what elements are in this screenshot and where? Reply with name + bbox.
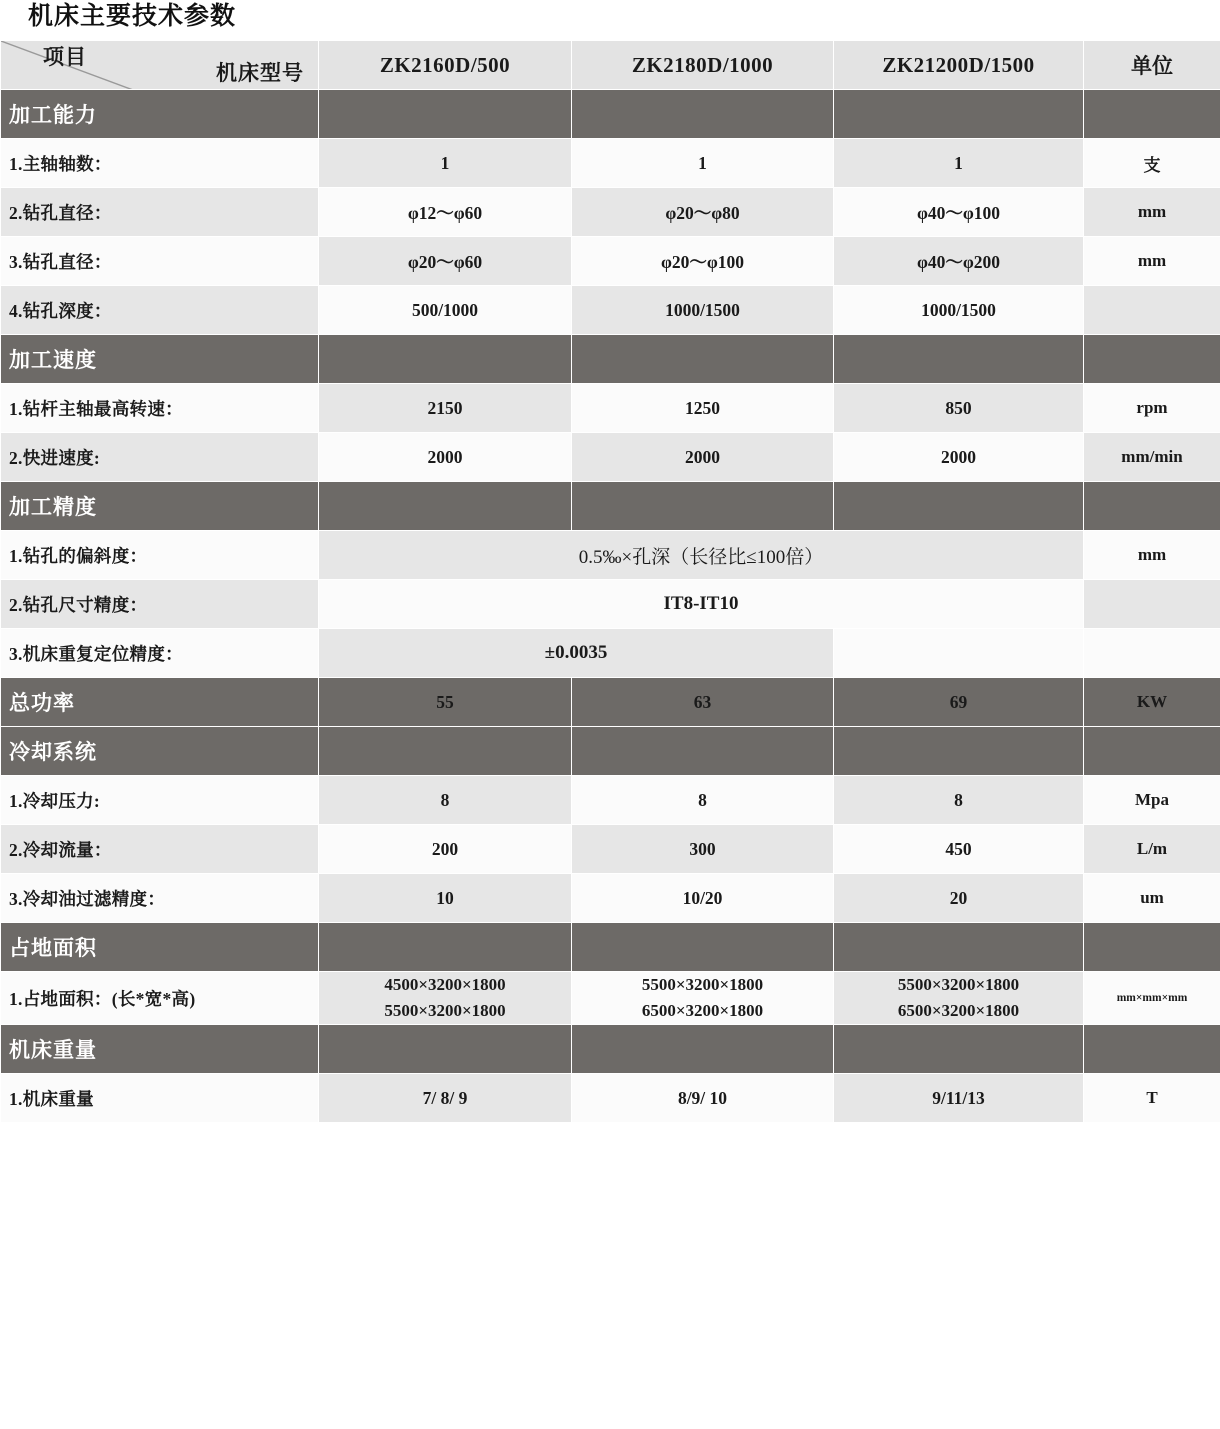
header-unit-label: 单位 [1084,41,1220,90]
table-row [1,286,1220,335]
section-title-speed: 加工速度 [1,335,319,384]
section-fill [834,335,1084,384]
section-fill [572,1025,834,1074]
header-corner-cell [1,41,319,90]
section-fill [319,335,572,384]
table-row [1,139,1220,188]
row-value: φ20～φ100 [572,237,834,286]
row-value: φ20～φ60 [319,237,572,286]
row-unit: T [1084,1074,1220,1123]
header-model-3: ZK21200D/1500 [834,41,1084,90]
section-fill [1084,923,1220,972]
table-row [1,972,1220,1025]
footprint-line-2: 5500×3200×1800 [384,1001,506,1020]
row-value: 1 [572,139,834,188]
row-unit: rpm [1084,384,1220,433]
row-label: 1.主轴轴数： [1,139,319,188]
row-value: 1250 [572,384,834,433]
row-merged-value: ±0.0035 [319,629,834,678]
row-merged-value: IT8-IT10 [319,580,1084,629]
row-value: 1 [834,139,1084,188]
footprint-line-2: 6500×3200×1800 [897,1001,1020,1020]
section-title-total-power: 总功率 [1,678,319,727]
table-row [1,580,1220,629]
row-unit [1084,286,1220,335]
header-model-label: 机床型号 [216,61,304,85]
row-value: 7/ 8/ 9 [319,1074,572,1123]
table-row [1,874,1220,923]
section-fill [1084,482,1220,531]
section-fill [834,90,1084,139]
section-fill [319,923,572,972]
row-value: 2000 [572,433,834,482]
section-title-capacity: 加工能力 [1,90,319,139]
section-header-cooling [1,727,1220,776]
row-label: 1.钻杆主轴最高转速： [1,384,319,433]
row-value-multiline [834,972,1084,1025]
row-unit: Mpa [1084,776,1220,825]
row-value: 8/9/ 10 [572,1074,834,1123]
row-label: 1.占地面积：(长*宽*高) [1,972,319,1025]
row-merged-value: 0.5‰×孔深（长径比≤100倍） [319,531,1084,580]
section-fill [319,90,572,139]
section-fill [572,482,834,531]
row-unit: 支 [1084,139,1220,188]
section-fill [572,90,834,139]
section-title-accuracy: 加工精度 [1,482,319,531]
section-fill [572,923,834,972]
row-unit: um [1084,874,1220,923]
row-value: 8 [319,776,572,825]
row-unit: mm [1084,237,1220,286]
table-row [1,384,1220,433]
section-header-capacity [1,90,1220,139]
row-unit: mm×mm×mm [1084,972,1220,1025]
section-fill [319,727,572,776]
section-fill [1084,1025,1220,1074]
row-label: 1.冷却压力: [1,776,319,825]
row-value: 2000 [834,433,1084,482]
table-row [1,776,1220,825]
total-power-value-2: 63 [572,678,834,727]
section-title-cooling: 冷却系统 [1,727,319,776]
page-bottom-margin [0,1123,1220,1161]
table-row [1,188,1220,237]
row-value-empty [834,629,1084,678]
row-value: 1 [319,139,572,188]
section-header-speed [1,335,1220,384]
row-value: 8 [834,776,1084,825]
row-value: 2000 [319,433,572,482]
footprint-line-1: 5500×3200×1800 [641,975,764,994]
row-value: 10/20 [572,874,834,923]
row-value: 500/1000 [319,286,572,335]
section-fill [319,482,572,531]
header-model-2: ZK2180D/1000 [572,41,834,90]
section-fill [1084,335,1220,384]
section-fill [834,727,1084,776]
section-title-footprint: 占地面积 [1,923,319,972]
row-value: 200 [319,825,572,874]
row-value: 1000/1500 [572,286,834,335]
row-unit: mm [1084,531,1220,580]
header-item-label: 项目 [43,45,87,69]
row-value: 10 [319,874,572,923]
row-label: 1.机床重量 [1,1074,319,1123]
footprint-line-2: 6500×3200×1800 [641,1001,764,1020]
header-model-1: ZK2160D/500 [319,41,572,90]
machine-spec-table [0,40,1220,1123]
row-label: 3.钻孔直径： [1,237,319,286]
row-value-multiline [572,972,834,1025]
table-row [1,1074,1220,1123]
total-power-value-1: 55 [319,678,572,727]
row-value: φ40～φ100 [834,188,1084,237]
row-value: 1000/1500 [834,286,1084,335]
row-label: 2.冷却流量： [1,825,319,874]
section-title-weight: 机床重量 [1,1025,319,1074]
row-label: 4.钻孔深度： [1,286,319,335]
row-value-multiline [319,972,572,1025]
section-header-footprint [1,923,1220,972]
table-row [1,237,1220,286]
row-label: 2.快进速度: [1,433,319,482]
row-label: 2.钻孔尺寸精度： [1,580,319,629]
row-value: 20 [834,874,1084,923]
row-label: 1.钻孔的偏斜度： [1,531,319,580]
row-label: 2.钻孔直径： [1,188,319,237]
page-title: 机床主要技术参数 [28,3,237,30]
row-value: 2150 [319,384,572,433]
footprint-line-1: 5500×3200×1800 [897,975,1020,994]
section-fill [572,335,834,384]
row-value: 9/11/13 [834,1074,1084,1123]
row-value: 450 [834,825,1084,874]
row-value: φ20～φ80 [572,188,834,237]
row-unit: L/m [1084,825,1220,874]
row-value: 300 [572,825,834,874]
section-header-accuracy [1,482,1220,531]
table-row [1,629,1220,678]
total-power-unit: KW [1084,678,1220,727]
table-row [1,531,1220,580]
row-value: φ40～φ200 [834,237,1084,286]
section-fill [572,727,834,776]
row-value: 850 [834,384,1084,433]
row-value: φ12～φ60 [319,188,572,237]
table-row [1,825,1220,874]
section-fill [834,1025,1084,1074]
row-value: 8 [572,776,834,825]
section-fill [834,482,1084,531]
table-row [1,433,1220,482]
total-power-value-3: 69 [834,678,1084,727]
section-fill [1084,727,1220,776]
row-unit: mm [1084,188,1220,237]
row-unit: mm/min [1084,433,1220,482]
row-label: 3.机床重复定位精度： [1,629,319,678]
section-fill [319,1025,572,1074]
section-header-total-power [1,678,1220,727]
footprint-line-1: 4500×3200×1800 [384,975,506,994]
section-fill [834,923,1084,972]
table-header-row [1,41,1220,90]
section-header-weight [1,1025,1220,1074]
row-label: 3.冷却油过滤精度： [1,874,319,923]
row-unit [1084,580,1220,629]
section-fill [1084,90,1220,139]
row-unit [1084,629,1220,678]
